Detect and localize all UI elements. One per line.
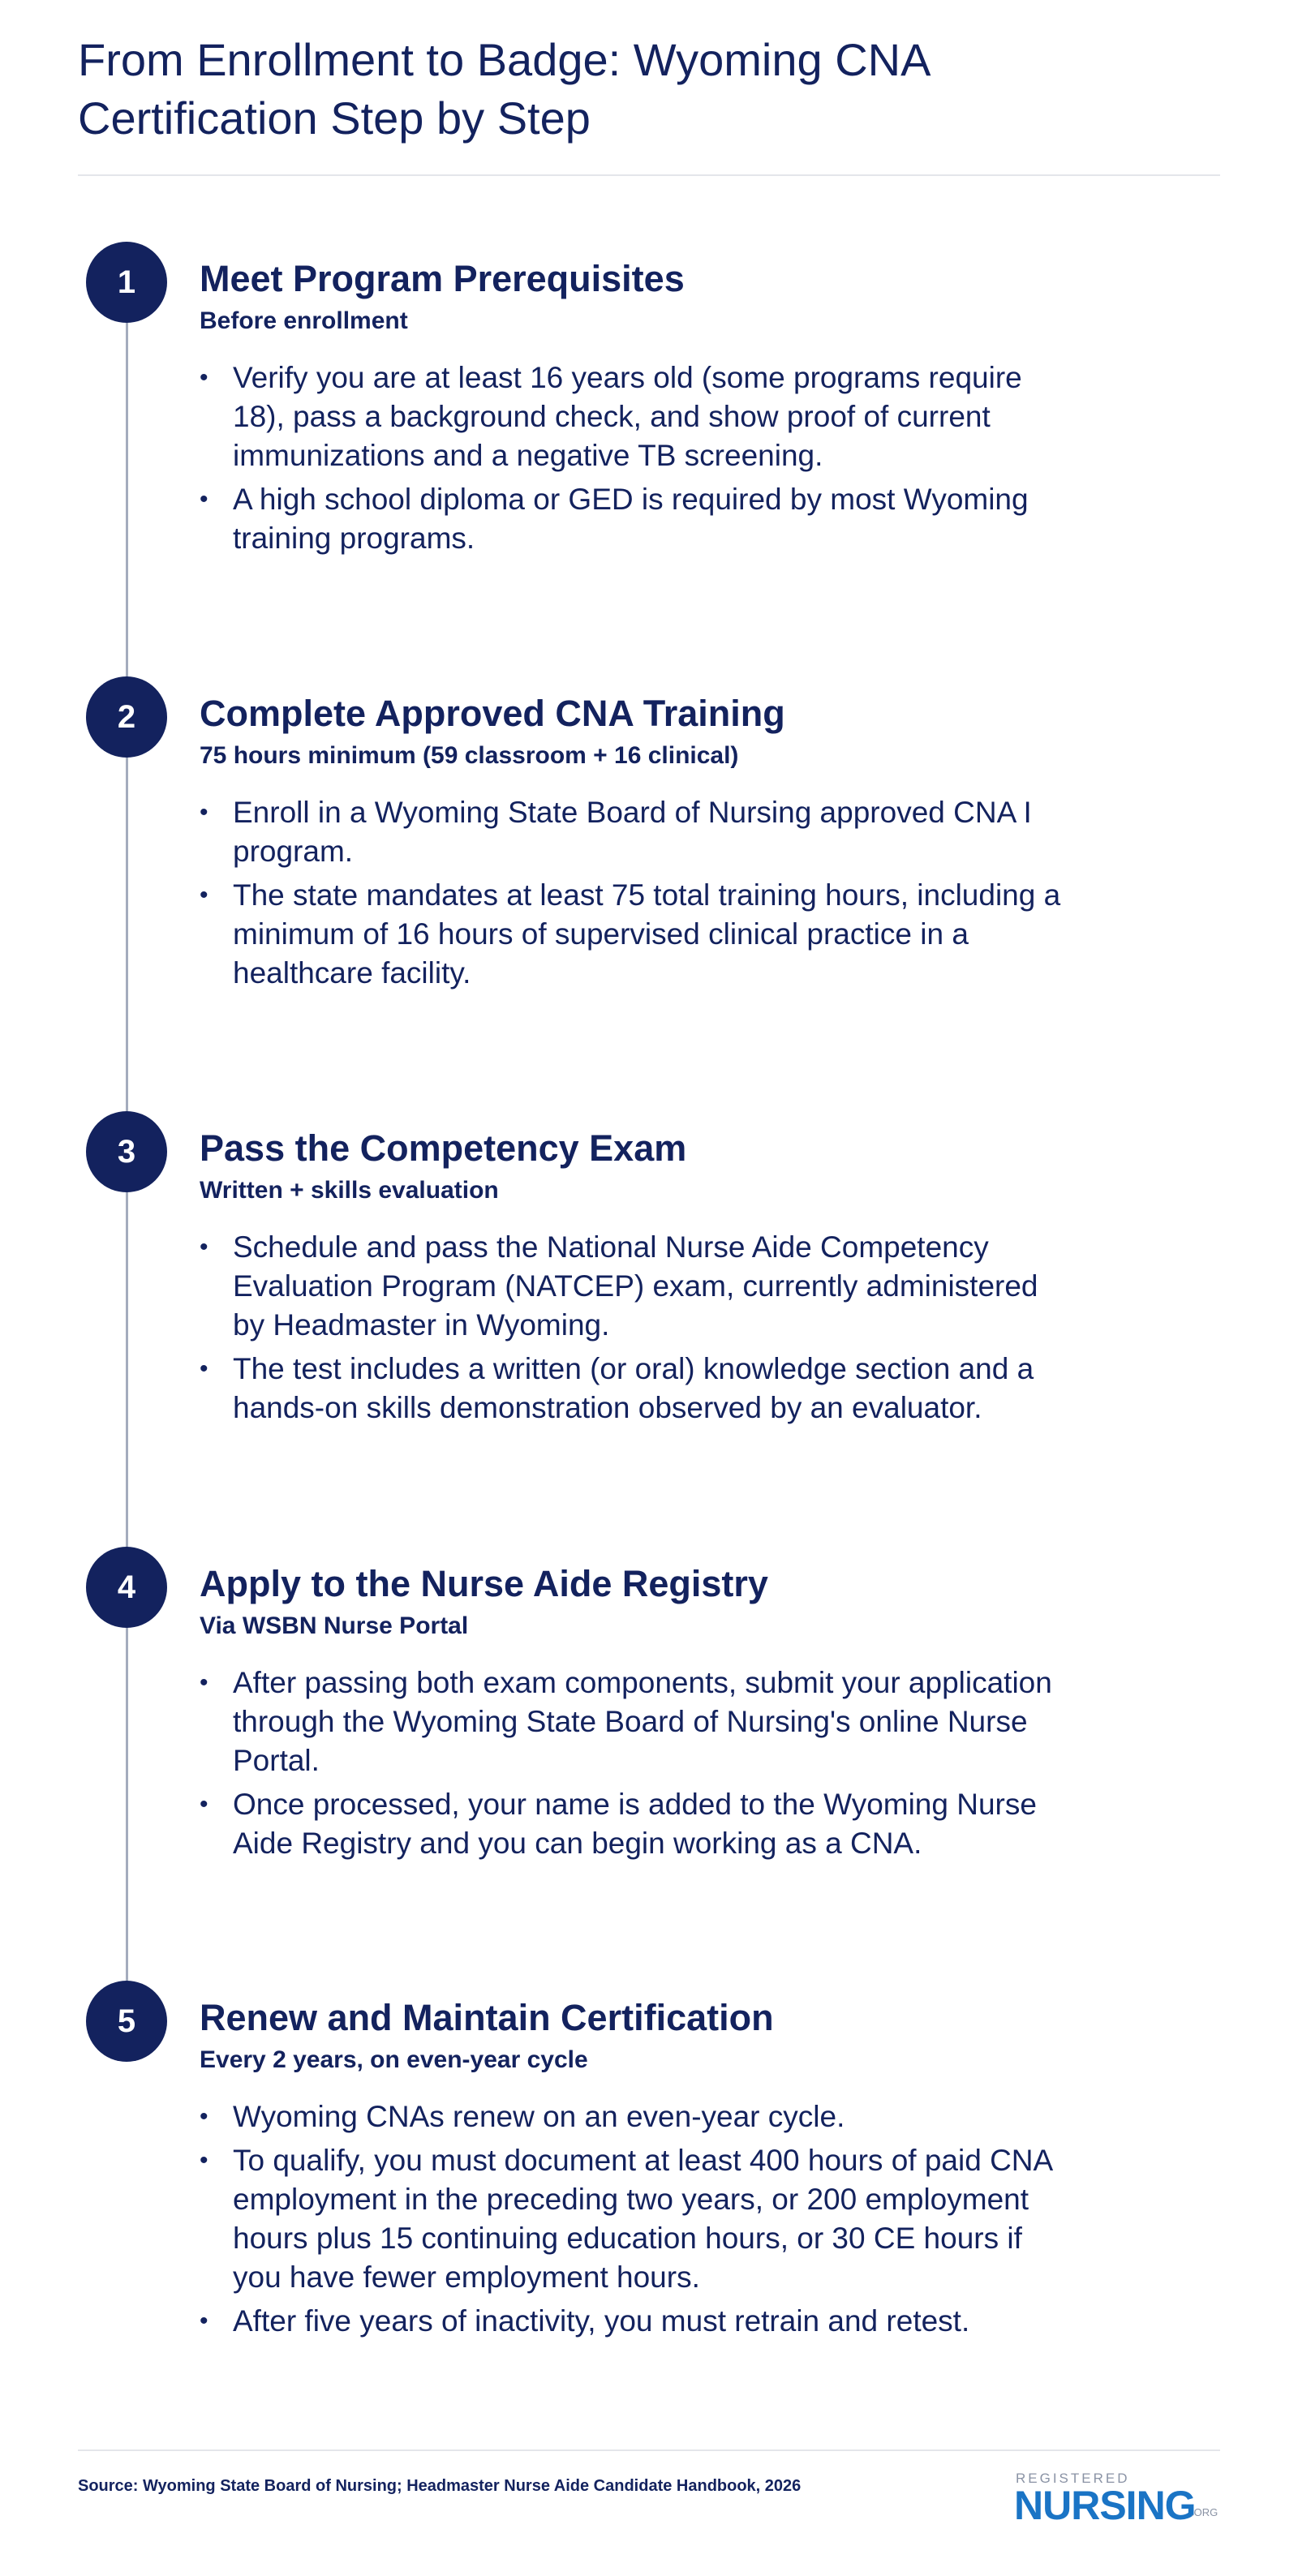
top-divider bbox=[78, 174, 1220, 176]
bullet-dot: • bbox=[200, 2147, 208, 2174]
step-bullets bbox=[200, 1228, 1076, 1428]
bullet-dot: • bbox=[200, 882, 208, 908]
step-number-badge: 4 bbox=[86, 1547, 167, 1628]
source-note: Source: Wyoming State Board of Nursing; Headmaster Nurse Aide Candidate Handbook, 2026 bbox=[78, 2477, 802, 2495]
logo-top-text: REGISTERED bbox=[1016, 2471, 1130, 2486]
logo-suffix-text: .ORG bbox=[1191, 2506, 1218, 2518]
step-subtitle: 75 hours minimum (59 classroom + 16 clinical) bbox=[200, 742, 739, 769]
step-bullets bbox=[200, 793, 1076, 993]
bullet-dot: • bbox=[200, 364, 208, 391]
bullet-item bbox=[200, 876, 1076, 993]
bullet-text: A high school diploma or GED is required by most Wyoming training programs. bbox=[233, 483, 1029, 555]
step-bullets bbox=[200, 1664, 1076, 1863]
bullet-item bbox=[200, 1785, 1076, 1863]
step-subtitle: Via WSBN Nurse Portal bbox=[200, 1612, 469, 1639]
bullet-dot: • bbox=[200, 799, 208, 826]
step-title: Complete Approved CNA Training bbox=[200, 693, 785, 734]
step-content bbox=[200, 256, 1076, 563]
bullet-dot: • bbox=[200, 486, 208, 513]
step-title: Pass the Competency Exam bbox=[200, 1127, 687, 1169]
step-title: Renew and Maintain Certification bbox=[200, 1997, 774, 2038]
bullet-text: Once processed, your name is added to the Wyoming Nurse Aide Registry and you can begin working as a CNA. bbox=[233, 1788, 1037, 1860]
step-number-badge: 5 bbox=[86, 1981, 167, 2062]
step-content bbox=[200, 1126, 1076, 1432]
bullet-item bbox=[200, 1228, 1076, 1345]
bullet-dot: • bbox=[200, 2308, 208, 2334]
bullet-text: Enroll in a Wyoming State Board of Nursing approved CNA I program. bbox=[233, 796, 1032, 868]
bullet-dot: • bbox=[200, 1355, 208, 1382]
bottom-divider bbox=[78, 2449, 1220, 2451]
bullet-item bbox=[200, 480, 1076, 558]
bullet-text: The test includes a written (or oral) knowledge section and a hands-on skills demonstration observed by an evaluator. bbox=[233, 1352, 1034, 1424]
step-subtitle: Before enrollment bbox=[200, 307, 408, 334]
step-bullets bbox=[200, 2097, 1076, 2341]
registered-nursing-logo bbox=[1014, 2471, 1227, 2528]
step-title: Meet Program Prerequisites bbox=[200, 258, 685, 299]
bullet-text: The state mandates at least 75 total training hours, including a minimum of 16 hours of supervised clinical practice in a healthcare facility. bbox=[233, 878, 1061, 990]
step-content bbox=[200, 1561, 1076, 1868]
step-number-badge: 2 bbox=[86, 676, 167, 758]
bullet-text: Verify you are at least 16 years old (some programs require 18), pass a background check, and show proof of current immunizations and a negative TB screening. bbox=[233, 361, 1022, 472]
bullet-item bbox=[200, 1350, 1076, 1428]
logo-main-text: NURSING bbox=[1014, 2483, 1196, 2528]
step-number-badge: 3 bbox=[86, 1111, 167, 1192]
bullet-item bbox=[200, 2141, 1076, 2297]
step-title: Apply to the Nurse Aide Registry bbox=[200, 1563, 768, 1604]
bullet-item bbox=[200, 1664, 1076, 1780]
bullet-text: Wyoming CNAs renew on an even-year cycle. bbox=[233, 2100, 845, 2133]
bullet-item bbox=[200, 358, 1076, 475]
bullet-item bbox=[200, 2302, 1076, 2341]
bullet-dot: • bbox=[200, 2103, 208, 2130]
page-title: From Enrollment to Badge: Wyoming CNA Certification Step by Step bbox=[78, 34, 929, 144]
bullet-text: To qualify, you must document at least 400 hours of paid CNA employment in the preceding two years, or 200 employment hours plus 15 continuing education hours, or 30 CE hours if you have fewer employment hours. bbox=[233, 2144, 1052, 2294]
bullet-dot: • bbox=[200, 1234, 208, 1260]
bullet-dot: • bbox=[200, 1669, 208, 1696]
bullet-text: After passing both exam components, submit your application through the Wyoming State Board of Nursing's online Nurse Portal. bbox=[233, 1666, 1052, 1777]
bullet-text: Schedule and pass the National Nurse Aide Competency Evaluation Program (NATCEP) exam, currently administered by Headmaster in Wyoming. bbox=[233, 1230, 1038, 1342]
bullet-item bbox=[200, 793, 1076, 871]
bullet-item bbox=[200, 2097, 1076, 2136]
step-content bbox=[200, 691, 1076, 998]
step-number-badge: 1 bbox=[86, 242, 167, 323]
bullet-dot: • bbox=[200, 1791, 208, 1818]
step-subtitle: Every 2 years, on even-year cycle bbox=[200, 2046, 588, 2073]
step-content bbox=[200, 1995, 1076, 2346]
step-subtitle: Written + skills evaluation bbox=[200, 1177, 499, 1204]
step-bullets bbox=[200, 358, 1076, 558]
bullet-text: After five years of inactivity, you must retrain and retest. bbox=[233, 2304, 970, 2338]
